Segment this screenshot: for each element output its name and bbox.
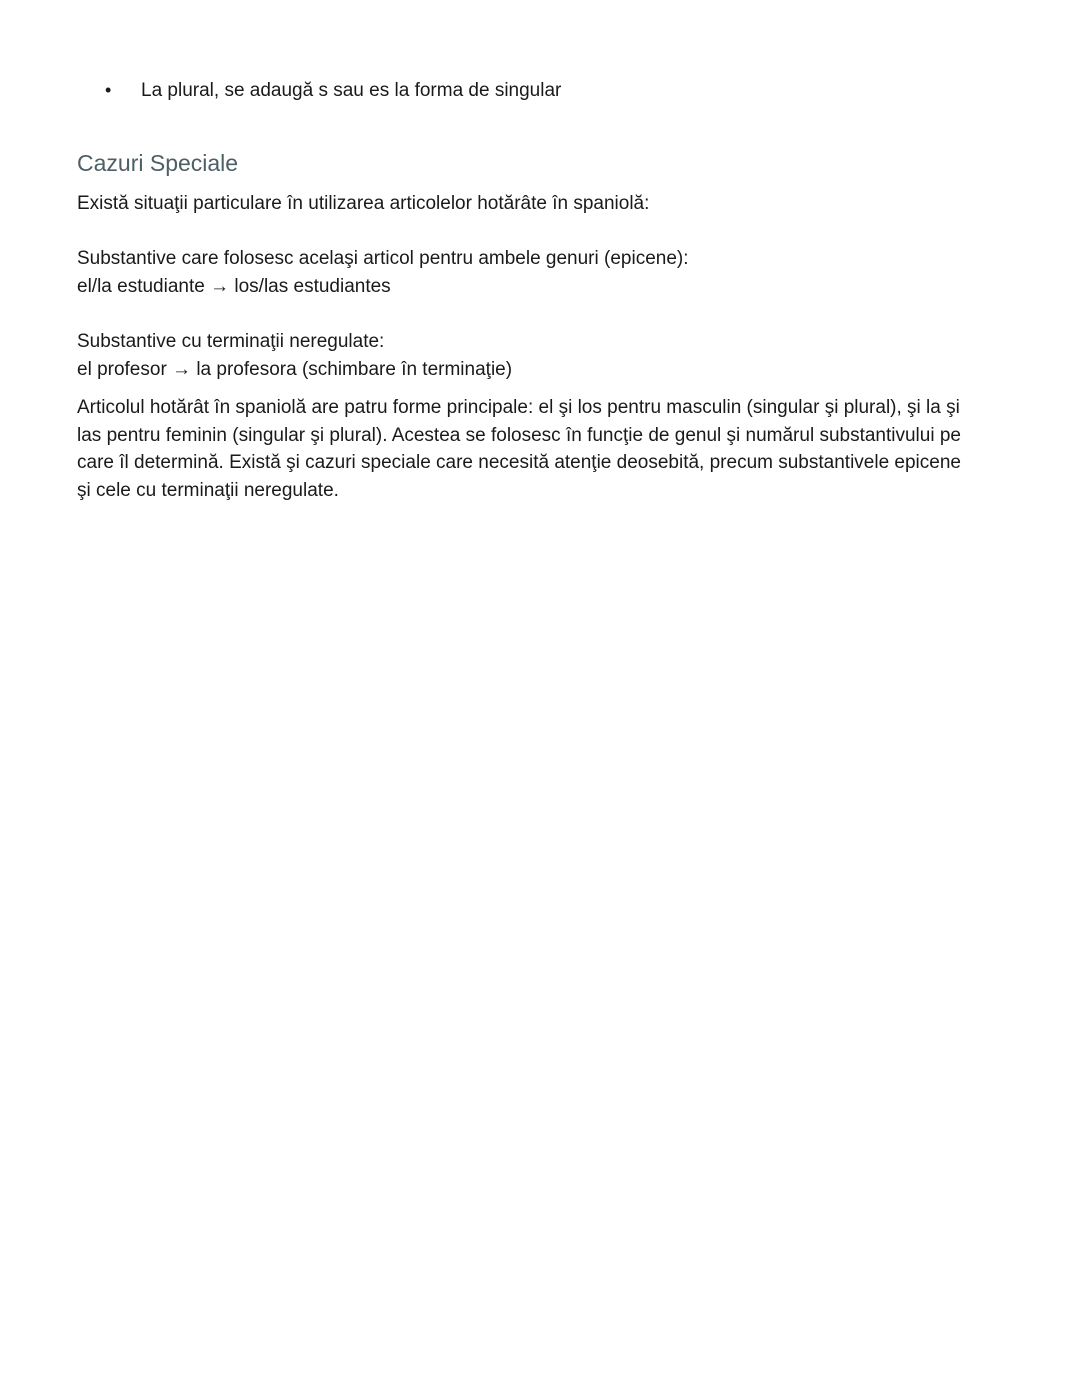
epicene-example — [77, 245, 977, 300]
bullet-list — [105, 76, 561, 105]
summary-paragraph: Articolul hotărât în spaniolă are patru forme principale: el şi los pentru masculin (singular şi plural), şi la şi las pentru feminin (singular şi plural). Acestea se folosesc în funcţie de genul şi numărul substantivului pe care îl determină. Există şi cazuri speciale care necesită atenţie deosebită, precum substantivele epicene şi cele cu terminaţii neregulate. — [77, 397, 961, 501]
irregular-example — [77, 328, 977, 383]
epicene-example-text: el/la estudiante → los/las estudiantes — [77, 275, 391, 297]
list-item — [105, 76, 561, 105]
section-heading: Cazuri Speciale — [77, 150, 239, 176]
intro-paragraph: Există situaţii particulare în utilizarea articolelor hotărâte în spaniolă: — [77, 193, 650, 214]
bullet-icon: • — [105, 80, 112, 100]
irregular-description: Substantive cu terminaţii neregulate: — [77, 331, 385, 352]
list-item-text: La plural, se adaugă s sau es la forma de singular — [141, 80, 562, 101]
irregular-example-text: el profesor → la profesora (schimbare în terminaţie) — [77, 358, 513, 380]
epicene-description: Substantive care folosesc acelaşi articol pentru ambele genuri (epicene): — [77, 248, 689, 269]
